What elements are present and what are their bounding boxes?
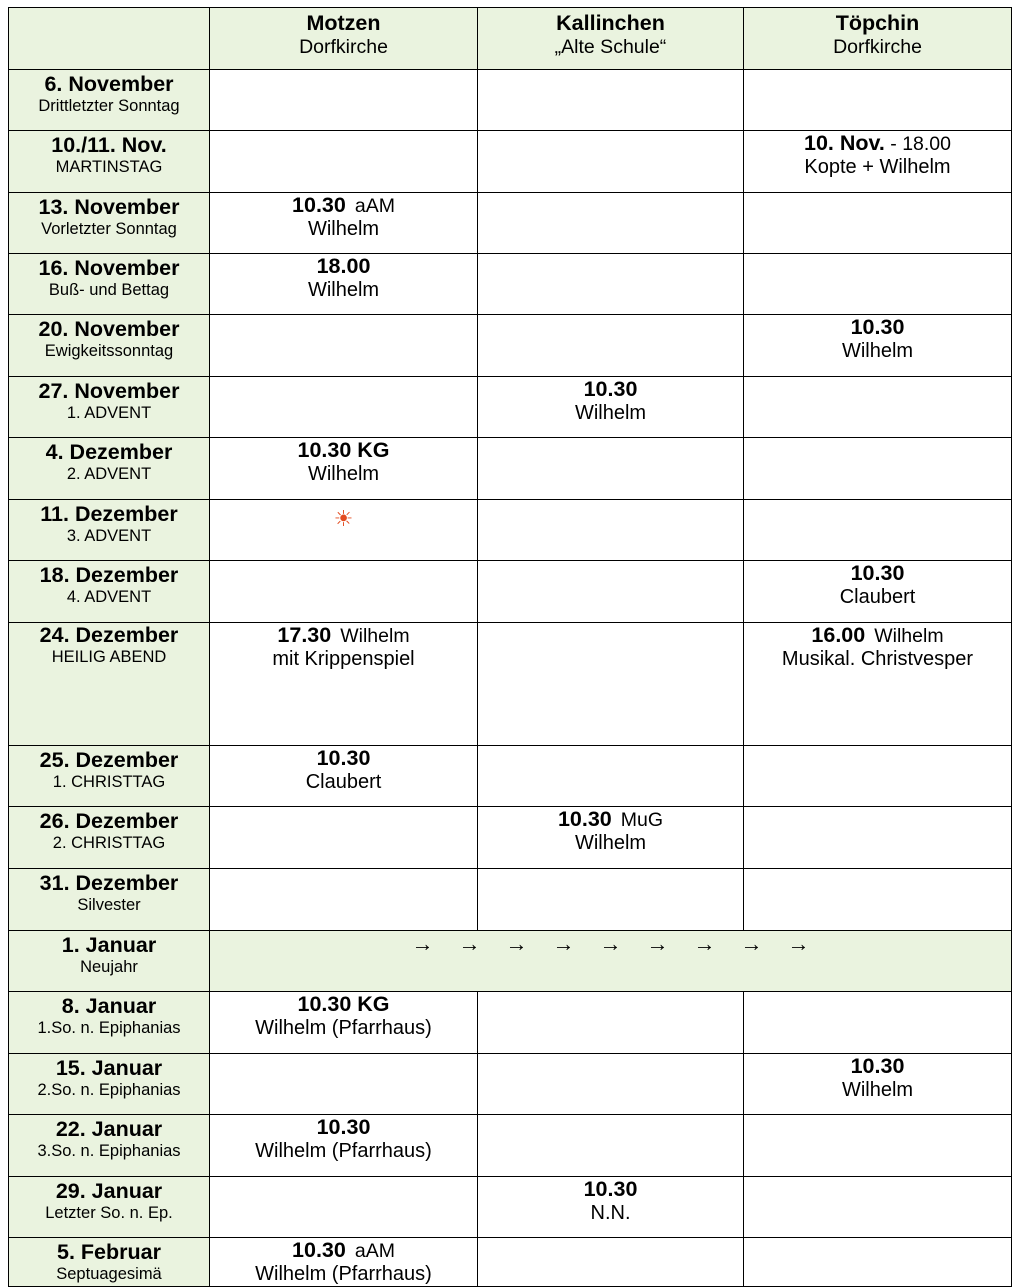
header-toepchin	[744, 8, 1012, 70]
date-label: 29. Januar	[55, 1179, 163, 1203]
service-cell-c3	[744, 254, 1012, 315]
date-cell	[9, 131, 210, 193]
service-time: 10.30 KG	[297, 438, 390, 462]
service-cell-c1	[210, 623, 478, 746]
service-time: 10.30	[850, 561, 905, 585]
arrow-span-cell	[210, 931, 1012, 992]
occasion-label: 2. CHRISTTAG	[52, 833, 166, 852]
service-time-line	[478, 1177, 743, 1202]
service-cell-c2	[478, 438, 744, 500]
service-time-line	[744, 315, 1011, 340]
schedule-row	[9, 807, 1012, 869]
service-cell-c1	[210, 807, 478, 869]
date-cell	[9, 315, 210, 377]
header-toepchin-venue: Dorfkirche	[833, 35, 922, 58]
service-time-line	[744, 561, 1011, 586]
date-cell	[9, 869, 210, 931]
occasion-label: 1. ADVENT	[66, 403, 152, 422]
arrow-right-icon: →	[646, 931, 669, 956]
date-label: 22. Januar	[55, 1117, 163, 1141]
service-cell-c1	[210, 500, 478, 561]
date-label: 5. Februar	[57, 1240, 161, 1264]
arrow-right-icon: →	[505, 931, 528, 956]
service-note: Wilhelm	[340, 625, 410, 647]
service-cell-c2	[478, 315, 744, 377]
occasion-label: 2. ADVENT	[66, 464, 152, 483]
service-time: 10.30	[292, 193, 346, 217]
date-label: 10./11. Nov.	[51, 133, 167, 157]
schedule-row	[9, 992, 1012, 1054]
date-label: 6. November	[44, 72, 174, 96]
service-preacher: Kopte + Wilhelm	[804, 155, 951, 178]
service-cell-c3	[744, 377, 1012, 438]
service-cell-c1	[210, 746, 478, 807]
service-note: - 18.00	[884, 133, 951, 155]
occasion-label: 1.So. n. Epiphanias	[37, 1018, 181, 1037]
date-cell	[9, 1177, 210, 1238]
service-preacher: Wilhelm (Pfarrhaus)	[255, 1016, 432, 1039]
service-cell-c2	[478, 1115, 744, 1177]
service-time: 18.00	[316, 254, 371, 278]
date-cell	[9, 1238, 210, 1287]
service-time: 17.30	[277, 623, 332, 647]
occasion-label: Neujahr	[80, 957, 138, 976]
service-cell-c1	[210, 1177, 478, 1238]
occasion-label: Letzter So. n. Ep.	[45, 1203, 173, 1222]
date-cell	[9, 438, 210, 500]
schedule-row	[9, 70, 1012, 131]
service-time-line	[210, 193, 477, 218]
service-time: 10.30	[316, 746, 371, 770]
service-cell-c3	[744, 131, 1012, 193]
occasion-label: Vorletzter Sonntag	[41, 219, 177, 238]
service-preacher: Wilhelm	[841, 339, 914, 362]
date-label: 25. Dezember	[39, 748, 179, 772]
service-cell-c2	[478, 992, 744, 1054]
service-cell-c3	[744, 992, 1012, 1054]
service-time-line	[744, 623, 1011, 648]
service-cell-c1	[210, 131, 478, 193]
service-preacher: Claubert	[305, 770, 382, 793]
service-cell-c2	[478, 561, 744, 623]
service-cell-c1	[210, 992, 478, 1054]
header-motzen-venue: Dorfkirche	[299, 35, 388, 58]
service-time-line	[210, 254, 477, 279]
occasion-label: Buß- und Bettag	[48, 280, 170, 299]
date-label: 13. November	[38, 195, 180, 219]
service-time-line	[210, 1238, 477, 1263]
service-cell-c3	[744, 193, 1012, 254]
date-cell	[9, 746, 210, 807]
header-motzen-name: Motzen	[306, 11, 381, 35]
schedule-row	[9, 623, 1012, 746]
occasion-label: Ewigkeitssonntag	[44, 341, 174, 360]
schedule-row	[9, 1177, 1012, 1238]
service-cell-c1	[210, 377, 478, 438]
sun-icon: ☀	[333, 506, 354, 531]
schedule-row	[9, 254, 1012, 315]
date-label: 4. Dezember	[45, 440, 173, 464]
service-cell-c1	[210, 869, 478, 931]
header-motzen	[210, 8, 478, 70]
service-preacher: Musikal. Christvesper	[781, 647, 974, 670]
service-preacher: Wilhelm (Pfarrhaus)	[255, 1139, 432, 1162]
schedule-row	[9, 1238, 1012, 1287]
occasion-label: 3. ADVENT	[66, 526, 152, 545]
schedule-row	[9, 746, 1012, 807]
service-cell-c3	[744, 746, 1012, 807]
date-cell	[9, 70, 210, 131]
service-preacher: Wilhelm (Pfarrhaus)	[255, 1262, 432, 1285]
date-label: 24. Dezember	[39, 623, 179, 647]
service-cell-c2	[478, 623, 744, 746]
schedule-row	[9, 561, 1012, 623]
date-cell	[9, 1054, 210, 1115]
service-cell-c2	[478, 1238, 744, 1287]
service-cell-c3	[744, 70, 1012, 131]
service-cell-c3	[744, 1115, 1012, 1177]
service-time-line	[210, 438, 477, 463]
occasion-label: Silvester	[77, 895, 141, 914]
service-note: Wilhelm	[874, 625, 944, 647]
service-cell-c2	[478, 746, 744, 807]
schedule-row	[9, 1115, 1012, 1177]
service-time: 10. Nov.	[804, 131, 885, 155]
service-cell-c3	[744, 1177, 1012, 1238]
date-label: 26. Dezember	[39, 809, 179, 833]
service-cell-c1	[210, 315, 478, 377]
service-time: 10.30 KG	[297, 992, 390, 1016]
occasion-label: 4. ADVENT	[66, 587, 152, 606]
service-time-line	[210, 623, 477, 648]
occasion-label: 1. CHRISTTAG	[52, 772, 166, 791]
schedule-row	[9, 315, 1012, 377]
service-preacher: Wilhelm	[574, 401, 647, 424]
arrow-right-icon: →	[458, 931, 481, 956]
service-cell-c1	[210, 193, 478, 254]
schedule-row	[9, 438, 1012, 500]
service-cell-c1	[210, 438, 478, 500]
service-cell-c1	[210, 70, 478, 131]
service-preacher: N.N.	[590, 1201, 631, 1224]
arrow-right-icon: →	[787, 931, 810, 956]
service-cell-c3	[744, 315, 1012, 377]
arrow-right-icon: →	[740, 931, 763, 956]
date-label: 18. Dezember	[39, 563, 179, 587]
schedule-row	[9, 377, 1012, 438]
service-note: aAM	[354, 1240, 395, 1262]
service-time: 10.30	[583, 377, 638, 401]
service-cell-c2	[478, 1177, 744, 1238]
service-time-line	[744, 131, 1011, 156]
service-schedule-table	[8, 7, 1012, 1287]
date-label: 16. November	[38, 256, 180, 280]
date-label: 31. Dezember	[39, 871, 179, 895]
service-cell-c3	[744, 623, 1012, 746]
date-cell	[9, 623, 210, 746]
date-label: 8. Januar	[61, 994, 157, 1018]
service-time-line	[478, 807, 743, 832]
service-cell-c1	[210, 1054, 478, 1115]
service-cell-c3	[744, 438, 1012, 500]
date-label: 20. November	[38, 317, 180, 341]
service-time-line	[210, 992, 477, 1017]
occasion-label: Septuagesimä	[56, 1264, 162, 1283]
service-cell-c2	[478, 254, 744, 315]
service-note: MuG	[620, 809, 664, 831]
date-cell	[9, 377, 210, 438]
date-label: 27. November	[38, 379, 180, 403]
date-label: 1. Januar	[61, 933, 157, 957]
service-cell-c3	[744, 1054, 1012, 1115]
date-label: 11. Dezember	[40, 502, 178, 526]
schedule-row	[9, 1054, 1012, 1115]
service-preacher: Wilhelm	[307, 217, 380, 240]
occasion-label: Drittletzter Sonntag	[38, 96, 180, 115]
header-row	[9, 8, 1012, 70]
service-cell-c3	[744, 500, 1012, 561]
service-cell-c3	[744, 1238, 1012, 1287]
service-cell-c3	[744, 561, 1012, 623]
service-cell-c1	[210, 254, 478, 315]
service-cell-c2	[478, 869, 744, 931]
service-time: 10.30	[583, 1177, 638, 1201]
service-time-line	[210, 746, 477, 771]
date-cell	[9, 193, 210, 254]
service-cell-c2	[478, 1054, 744, 1115]
service-cell-c3	[744, 807, 1012, 869]
service-time: 10.30	[292, 1238, 346, 1262]
service-cell-c3	[744, 869, 1012, 931]
date-cell	[9, 561, 210, 623]
header-kallinchen-venue: „Alte Schule“	[554, 35, 667, 58]
service-preacher: Wilhelm	[307, 278, 380, 301]
service-preacher: Wilhelm	[841, 1078, 914, 1101]
service-note: aAM	[354, 195, 395, 217]
occasion-label: 3.So. n. Epiphanias	[37, 1141, 181, 1160]
service-preacher: mit Krippenspiel	[272, 647, 415, 670]
service-time-line	[210, 1115, 477, 1140]
header-kallinchen-name: Kallinchen	[556, 11, 665, 35]
occasion-label: 2.So. n. Epiphanias	[37, 1080, 181, 1099]
occasion-label: MARTINSTAG	[55, 157, 163, 176]
service-time: 10.30	[850, 1054, 905, 1078]
service-cell-c1	[210, 561, 478, 623]
arrow-right-icon: →	[411, 931, 434, 956]
service-preacher: Wilhelm	[307, 462, 380, 485]
service-cell-c2	[478, 807, 744, 869]
date-cell	[9, 992, 210, 1054]
header-corner-cell	[9, 8, 210, 70]
service-time-line	[744, 1054, 1011, 1079]
service-time-line	[478, 377, 743, 402]
header-kallinchen	[478, 8, 744, 70]
service-cell-c2	[478, 193, 744, 254]
arrow-right-icon: →	[552, 931, 575, 956]
date-cell	[9, 807, 210, 869]
service-time: 10.30	[316, 1115, 371, 1139]
service-preacher: Wilhelm	[574, 831, 647, 854]
schedule-row	[9, 193, 1012, 254]
service-cell-c1	[210, 1238, 478, 1287]
service-time: 10.30	[557, 807, 612, 831]
service-time: 10.30	[850, 315, 905, 339]
service-cell-c2	[478, 70, 744, 131]
service-cell-c2	[478, 500, 744, 561]
schedule-row	[9, 131, 1012, 193]
service-cell-c1	[210, 1115, 478, 1177]
arrow-right-icon: →	[693, 931, 716, 956]
date-cell	[9, 1115, 210, 1177]
date-label: 15. Januar	[55, 1056, 163, 1080]
date-cell	[9, 254, 210, 315]
date-cell	[9, 500, 210, 561]
schedule-row	[9, 931, 1012, 992]
service-cell-c2	[478, 131, 744, 193]
service-time: 16.00	[811, 623, 866, 647]
arrow-right-icon: →	[599, 931, 622, 956]
service-preacher: Claubert	[839, 585, 916, 608]
date-cell	[9, 931, 210, 992]
header-toepchin-name: Töpchin	[835, 11, 920, 35]
schedule-row	[9, 869, 1012, 931]
schedule-row	[9, 500, 1012, 561]
occasion-label: HEILIG ABEND	[51, 647, 167, 666]
service-cell-c2	[478, 377, 744, 438]
